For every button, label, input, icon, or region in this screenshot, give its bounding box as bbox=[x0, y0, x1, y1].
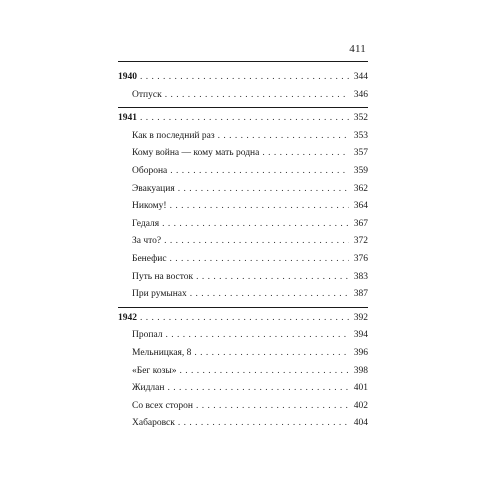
toc-year-row[interactable] bbox=[118, 69, 368, 87]
dot-leader bbox=[170, 163, 349, 181]
toc-entry-title: Жидлан bbox=[132, 383, 165, 394]
toc-entry-title: «Бег козы» bbox=[132, 365, 177, 376]
toc-page-number: 357 bbox=[353, 148, 368, 159]
dot-leader bbox=[167, 380, 349, 398]
dot-leader bbox=[166, 327, 350, 345]
dot-leader bbox=[164, 233, 349, 251]
table-of-contents bbox=[118, 69, 368, 433]
toc-entry-row[interactable] bbox=[118, 128, 368, 146]
dot-leader bbox=[194, 345, 349, 363]
dot-leader bbox=[170, 198, 349, 216]
toc-entry-row[interactable] bbox=[118, 415, 368, 433]
toc-page-number: 344 bbox=[353, 72, 368, 82]
dot-leader bbox=[178, 415, 349, 433]
toc-entry-title: Отпуск bbox=[132, 89, 162, 100]
page-number: 411 bbox=[349, 43, 366, 55]
dot-leader bbox=[262, 145, 349, 163]
toc-entry-row[interactable] bbox=[118, 233, 368, 251]
toc-year-row[interactable] bbox=[118, 310, 368, 328]
toc-page-number: 392 bbox=[353, 312, 368, 323]
toc-page-number: 346 bbox=[353, 89, 368, 100]
toc-entry-title: Мельницкая, 8 bbox=[132, 347, 192, 358]
toc-entry-title: Эвакуация bbox=[132, 183, 175, 194]
toc-entry-row[interactable] bbox=[118, 269, 368, 287]
toc-entry-title: Хабаровск bbox=[132, 418, 175, 429]
section-divider bbox=[118, 107, 368, 108]
toc-page-number: 367 bbox=[353, 218, 368, 229]
toc-entry-title: Как в последний раз bbox=[132, 130, 215, 141]
toc-page-number: 398 bbox=[353, 365, 368, 376]
toc-entry-title: За что? bbox=[132, 236, 162, 247]
toc-page-number: 362 bbox=[353, 183, 368, 194]
dot-leader bbox=[140, 110, 349, 128]
toc-entry-title: Путь на восток bbox=[132, 271, 194, 282]
toc-page-number: 396 bbox=[353, 347, 368, 358]
toc-entry-row[interactable] bbox=[118, 380, 368, 398]
dot-leader bbox=[162, 216, 349, 234]
toc-entry-title: Оборона bbox=[132, 165, 168, 176]
toc-entry-row[interactable] bbox=[118, 398, 368, 416]
toc-entry-title: Бенефис bbox=[132, 253, 167, 264]
toc-page-number: 387 bbox=[353, 289, 368, 300]
dot-leader bbox=[179, 363, 349, 381]
toc-entry-row[interactable] bbox=[118, 251, 368, 269]
toc-entry-title: Никому! bbox=[132, 201, 167, 212]
dot-leader bbox=[170, 251, 349, 269]
toc-page-number: 401 bbox=[353, 383, 368, 394]
dot-leader bbox=[165, 87, 349, 105]
toc-page-number: 372 bbox=[353, 236, 368, 247]
toc-year-label: 1942 bbox=[118, 312, 137, 323]
toc-page-number: 404 bbox=[353, 418, 368, 429]
toc-entry-row[interactable] bbox=[118, 145, 368, 163]
dot-leader bbox=[140, 310, 349, 328]
toc-entry-row[interactable] bbox=[118, 181, 368, 199]
header-rule bbox=[118, 61, 368, 62]
toc-page-number: 353 bbox=[353, 130, 368, 141]
toc-entry-row[interactable] bbox=[118, 216, 368, 234]
toc-year-label: 1940 bbox=[118, 72, 137, 82]
toc-page-number: 402 bbox=[353, 400, 368, 411]
toc-page-number: 359 bbox=[353, 165, 368, 176]
toc-page-number: 364 bbox=[353, 201, 368, 212]
toc-entry-title: Со всех сторон bbox=[132, 400, 194, 411]
toc-entry-title: Кому война — кому мать родна bbox=[132, 148, 260, 159]
toc-year-row[interactable] bbox=[118, 110, 368, 128]
dot-leader bbox=[178, 181, 349, 199]
toc-entry-title: Гедаля bbox=[132, 218, 160, 229]
toc-entry-row[interactable] bbox=[118, 345, 368, 363]
dot-leader bbox=[218, 128, 349, 146]
toc-entry-row[interactable] bbox=[118, 286, 368, 304]
dot-leader bbox=[196, 398, 349, 416]
toc-year-label: 1941 bbox=[118, 113, 137, 124]
dot-leader bbox=[196, 269, 349, 287]
toc-entry-row[interactable] bbox=[118, 163, 368, 181]
toc-entry-row[interactable] bbox=[118, 87, 368, 105]
toc-page-number: 394 bbox=[353, 330, 368, 341]
dot-leader bbox=[190, 286, 349, 304]
toc-page-number: 352 bbox=[353, 113, 368, 124]
toc-page-number: 383 bbox=[353, 271, 368, 282]
toc-entry-title: Пропал bbox=[132, 330, 163, 341]
toc-entry-row[interactable] bbox=[118, 198, 368, 216]
toc-entry-row[interactable] bbox=[118, 327, 368, 345]
toc-page-number: 376 bbox=[353, 253, 368, 264]
dot-leader bbox=[140, 69, 349, 87]
toc-entry-row[interactable] bbox=[118, 363, 368, 381]
section-divider bbox=[118, 307, 368, 308]
toc-entry-title: При румынах bbox=[132, 289, 187, 300]
